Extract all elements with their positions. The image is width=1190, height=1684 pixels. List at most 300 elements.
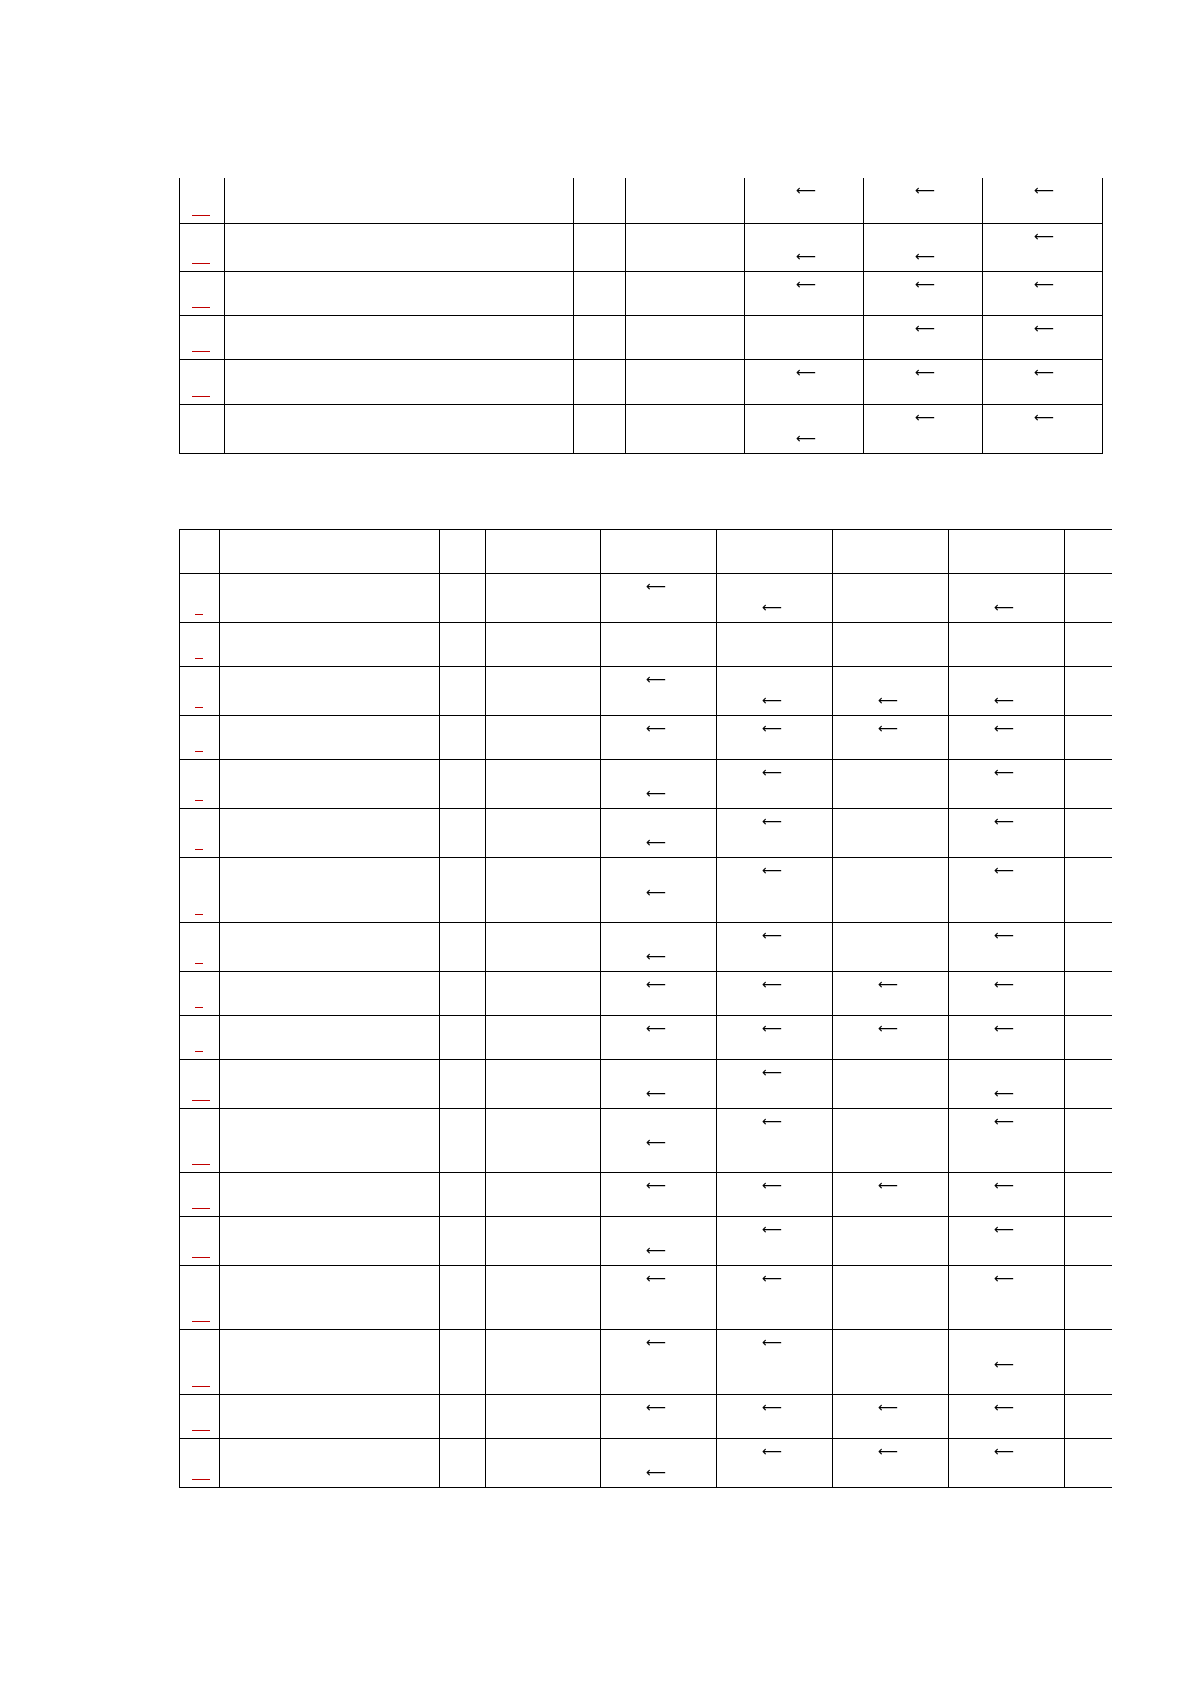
- left-arrow-icon: ⟵: [994, 977, 1015, 993]
- table-cell: [225, 178, 574, 223]
- table-cell: [180, 271, 225, 315]
- table-cell: [440, 1217, 486, 1266]
- left-arrow-icon: ⟵: [878, 721, 899, 737]
- table-2: [179, 529, 1112, 1488]
- table-cell: [833, 1439, 949, 1488]
- table-cell: [833, 1266, 949, 1330]
- table-cell: [601, 760, 717, 809]
- table-cell: [601, 623, 717, 667]
- table-cell: [983, 271, 1103, 315]
- table-row: [180, 271, 1103, 315]
- revision-mark: [192, 1321, 210, 1322]
- table-cell: [180, 923, 220, 972]
- table-cell: [574, 315, 626, 359]
- left-arrow-icon: ⟵: [994, 1178, 1015, 1194]
- table-cell: [180, 858, 220, 923]
- table-cell: [180, 1395, 220, 1439]
- table-cell: [225, 315, 574, 359]
- table-cell: [717, 1266, 833, 1330]
- table-cell: [180, 1016, 220, 1060]
- table-cell: [220, 1217, 440, 1266]
- table-cell: [180, 667, 220, 716]
- table-cell: [949, 1330, 1065, 1395]
- table-cell: [601, 809, 717, 858]
- table-cell: [486, 1330, 601, 1395]
- table-row: [180, 923, 1112, 972]
- left-arrow-icon: ⟵: [646, 835, 667, 851]
- left-arrow-icon: ⟵: [646, 1465, 667, 1481]
- table-cell: [745, 178, 864, 223]
- table-cell: [1065, 1016, 1112, 1060]
- table-cell: [949, 1439, 1065, 1488]
- table-cell: [717, 1217, 833, 1266]
- left-arrow-icon: ⟵: [1034, 409, 1055, 426]
- table-cell: [983, 359, 1103, 404]
- table-cell: [180, 1330, 220, 1395]
- left-arrow-icon: ⟵: [646, 721, 667, 737]
- table-cell: [1065, 1266, 1112, 1330]
- revision-mark: [195, 658, 203, 659]
- left-arrow-icon: ⟵: [762, 1065, 783, 1081]
- table-cell: [601, 1439, 717, 1488]
- table-cell: [220, 760, 440, 809]
- table-cell: [833, 530, 949, 574]
- left-arrow-icon: ⟵: [762, 1178, 783, 1194]
- table-row: [180, 1217, 1112, 1266]
- table-cell: [1065, 716, 1112, 760]
- revision-mark: [195, 800, 203, 801]
- table-cell: [864, 359, 983, 404]
- table-cell: [864, 223, 983, 271]
- left-arrow-icon: ⟵: [1034, 276, 1055, 293]
- table-row: [180, 809, 1112, 858]
- left-arrow-icon: ⟵: [762, 721, 783, 737]
- revision-mark: [195, 1051, 203, 1052]
- revision-mark: [195, 614, 203, 615]
- table-cell: [486, 858, 601, 923]
- table-cell: [574, 223, 626, 271]
- revision-mark: [192, 1386, 210, 1387]
- table-cell: [220, 716, 440, 760]
- table-row: [180, 223, 1103, 271]
- left-arrow-icon: ⟵: [762, 1444, 783, 1460]
- revision-mark: [192, 1164, 210, 1165]
- table-cell: [220, 858, 440, 923]
- left-arrow-icon: ⟵: [994, 721, 1015, 737]
- table-cell: [220, 1173, 440, 1217]
- table-cell: [1065, 1395, 1112, 1439]
- left-arrow-icon: ⟵: [994, 1086, 1015, 1102]
- table-cell: [1065, 1330, 1112, 1395]
- left-arrow-icon: ⟵: [762, 693, 783, 709]
- table-cell: [601, 667, 717, 716]
- table-cell: [440, 667, 486, 716]
- table-cell: [440, 1330, 486, 1395]
- table-cell: [626, 178, 745, 223]
- left-arrow-icon: ⟵: [762, 814, 783, 830]
- table-row: [180, 1173, 1112, 1217]
- table-cell: [949, 923, 1065, 972]
- table-cell: [220, 1266, 440, 1330]
- table-cell: [486, 574, 601, 623]
- left-arrow-icon: ⟵: [646, 1271, 667, 1287]
- left-arrow-icon: ⟵: [994, 863, 1015, 879]
- table-cell: [601, 1109, 717, 1173]
- left-arrow-icon: ⟵: [646, 885, 667, 901]
- table-cell: [833, 972, 949, 1016]
- table-cell: [717, 760, 833, 809]
- left-arrow-icon: ⟵: [915, 183, 936, 199]
- left-arrow-icon: ⟵: [994, 765, 1015, 781]
- table-cell: [486, 1109, 601, 1173]
- table-cell: [486, 1060, 601, 1109]
- table-cell: [1065, 1109, 1112, 1173]
- table-cell: [486, 667, 601, 716]
- table-cell: [601, 1016, 717, 1060]
- table-cell: [220, 1439, 440, 1488]
- table-cell: [717, 972, 833, 1016]
- table-cell: [833, 1016, 949, 1060]
- left-arrow-icon: ⟵: [915, 364, 936, 381]
- table-cell: [1065, 1439, 1112, 1488]
- table-cell: [1065, 530, 1112, 574]
- table-row: [180, 667, 1112, 716]
- left-arrow-icon: ⟵: [646, 1135, 667, 1151]
- left-arrow-icon: ⟵: [796, 248, 817, 265]
- table-cell: [864, 315, 983, 359]
- left-arrow-icon: ⟵: [762, 1271, 783, 1287]
- table-cell: [949, 1217, 1065, 1266]
- table-cell: [717, 1016, 833, 1060]
- table-cell: [626, 404, 745, 453]
- table-cell: [486, 716, 601, 760]
- table-cell: [440, 1173, 486, 1217]
- table-cell: [486, 809, 601, 858]
- table-cell: [486, 530, 601, 574]
- table-cell: [949, 574, 1065, 623]
- table-cell: [717, 1173, 833, 1217]
- table-cell: [1065, 923, 1112, 972]
- left-arrow-icon: ⟵: [1034, 183, 1055, 199]
- left-arrow-icon: ⟵: [796, 276, 817, 293]
- left-arrow-icon: ⟵: [646, 579, 667, 595]
- table-cell: [601, 858, 717, 923]
- table-cell: [833, 716, 949, 760]
- table-cell: [717, 716, 833, 760]
- table-cell: [180, 1266, 220, 1330]
- table-cell: [601, 1395, 717, 1439]
- left-arrow-icon: ⟵: [646, 949, 667, 965]
- table-cell: [220, 1109, 440, 1173]
- table-row: [180, 404, 1103, 453]
- table-cell: [717, 623, 833, 667]
- table-cell: [833, 1109, 949, 1173]
- table-cell: [717, 1330, 833, 1395]
- table-row: [180, 858, 1112, 923]
- table-cell: [180, 359, 225, 404]
- table-cell: [983, 178, 1103, 223]
- left-arrow-icon: ⟵: [762, 1400, 783, 1416]
- table-cell: [180, 809, 220, 858]
- left-arrow-icon: ⟵: [878, 1400, 899, 1416]
- table-cell: [180, 1439, 220, 1488]
- table-row: [180, 530, 1112, 574]
- table-cell: [440, 1109, 486, 1173]
- table-cell: [220, 972, 440, 1016]
- left-arrow-icon: ⟵: [646, 977, 667, 993]
- table-row: [180, 1330, 1112, 1395]
- left-arrow-icon: ⟵: [762, 928, 783, 944]
- table-cell: [180, 760, 220, 809]
- left-arrow-icon: ⟵: [1034, 228, 1055, 245]
- left-arrow-icon: ⟵: [762, 1335, 783, 1351]
- table-cell: [745, 223, 864, 271]
- table-row: [180, 315, 1103, 359]
- revision-mark: [195, 707, 203, 708]
- table-row: [180, 1439, 1112, 1488]
- left-arrow-icon: ⟵: [994, 1222, 1015, 1238]
- table-row: [180, 716, 1112, 760]
- left-arrow-icon: ⟵: [878, 1444, 899, 1460]
- table-cell: [601, 1266, 717, 1330]
- table-cell: [833, 1060, 949, 1109]
- table-cell: [717, 1395, 833, 1439]
- table-cell: [626, 315, 745, 359]
- left-arrow-icon: ⟵: [878, 977, 899, 993]
- table-cell: [574, 178, 626, 223]
- table-cell: [180, 972, 220, 1016]
- table-cell: [180, 530, 220, 574]
- left-arrow-icon: ⟵: [646, 1400, 667, 1416]
- table-cell: [440, 760, 486, 809]
- table-cell: [180, 716, 220, 760]
- table-cell: [949, 530, 1065, 574]
- table-cell: [983, 223, 1103, 271]
- table-cell: [717, 667, 833, 716]
- left-arrow-icon: ⟵: [994, 1357, 1015, 1373]
- left-arrow-icon: ⟵: [796, 430, 817, 447]
- revision-mark: [192, 1257, 210, 1258]
- table-cell: [717, 1060, 833, 1109]
- table-cell: [717, 858, 833, 923]
- revision-mark: [192, 1479, 210, 1480]
- table-cell: [1065, 809, 1112, 858]
- table-cell: [220, 667, 440, 716]
- table-cell: [833, 1173, 949, 1217]
- left-arrow-icon: ⟵: [915, 276, 936, 293]
- revision-mark: [192, 307, 210, 308]
- revision-mark: [192, 1430, 210, 1431]
- table-cell: [440, 858, 486, 923]
- table-cell: [220, 809, 440, 858]
- table-cell: [717, 1109, 833, 1173]
- revision-mark: [192, 1208, 210, 1209]
- revision-mark: [192, 351, 210, 352]
- table-cell: [180, 1109, 220, 1173]
- left-arrow-icon: ⟵: [762, 600, 783, 616]
- table-cell: [486, 1395, 601, 1439]
- table-cell: [949, 1060, 1065, 1109]
- table-cell: [983, 315, 1103, 359]
- left-arrow-icon: ⟵: [878, 1178, 899, 1194]
- table-cell: [486, 760, 601, 809]
- table-cell: [601, 1173, 717, 1217]
- table-cell: [601, 574, 717, 623]
- table-cell: [833, 809, 949, 858]
- table-cell: [486, 1217, 601, 1266]
- left-arrow-icon: ⟵: [994, 1114, 1015, 1130]
- revision-mark: [192, 1100, 210, 1101]
- table-cell: [601, 972, 717, 1016]
- table-cell: [626, 223, 745, 271]
- left-arrow-icon: ⟵: [762, 1222, 783, 1238]
- left-arrow-icon: ⟵: [796, 364, 817, 381]
- table-cell: [180, 315, 225, 359]
- table-cell: [717, 809, 833, 858]
- table-cell: [864, 404, 983, 453]
- table-row: [180, 1266, 1112, 1330]
- table-cell: [949, 1109, 1065, 1173]
- table-cell: [486, 623, 601, 667]
- left-arrow-icon: ⟵: [762, 977, 783, 993]
- table-cell: [949, 972, 1065, 1016]
- table-cell: [864, 178, 983, 223]
- left-arrow-icon: ⟵: [994, 1271, 1015, 1287]
- table-cell: [717, 1439, 833, 1488]
- table-row: [180, 178, 1103, 223]
- table-cell: [440, 923, 486, 972]
- table-cell: [180, 574, 220, 623]
- table-cell: [745, 271, 864, 315]
- table-cell: [220, 1330, 440, 1395]
- table-cell: [717, 923, 833, 972]
- table-cell: [440, 1266, 486, 1330]
- table-cell: [486, 972, 601, 1016]
- table-cell: [949, 1173, 1065, 1217]
- left-arrow-icon: ⟵: [1034, 364, 1055, 381]
- table-cell: [440, 1439, 486, 1488]
- left-arrow-icon: ⟵: [762, 1021, 783, 1037]
- table-cell: [601, 923, 717, 972]
- table-cell: [220, 574, 440, 623]
- table-cell: [440, 530, 486, 574]
- left-arrow-icon: ⟵: [994, 928, 1015, 944]
- table-cell: [1065, 1217, 1112, 1266]
- table-cell: [225, 404, 574, 453]
- table-cell: [949, 623, 1065, 667]
- table-cell: [833, 623, 949, 667]
- table-cell: [225, 271, 574, 315]
- table-cell: [949, 1395, 1065, 1439]
- table-cell: [833, 667, 949, 716]
- table-cell: [220, 530, 440, 574]
- table-cell: [440, 623, 486, 667]
- table-cell: [180, 623, 220, 667]
- table-cell: [1065, 1060, 1112, 1109]
- left-arrow-icon: ⟵: [994, 693, 1015, 709]
- table-cell: [949, 760, 1065, 809]
- table-cell: [833, 1330, 949, 1395]
- table-cell: [833, 1395, 949, 1439]
- revision-mark: [195, 914, 203, 915]
- table-cell: [1065, 574, 1112, 623]
- left-arrow-icon: ⟵: [994, 600, 1015, 616]
- left-arrow-icon: ⟵: [994, 1400, 1015, 1416]
- table-cell: [440, 809, 486, 858]
- table-cell: [225, 223, 574, 271]
- table-cell: [833, 760, 949, 809]
- table-cell: [833, 923, 949, 972]
- table-cell: [949, 1016, 1065, 1060]
- table-cell: [745, 315, 864, 359]
- table-cell: [180, 404, 225, 453]
- table-cell: [220, 623, 440, 667]
- table-cell: [574, 271, 626, 315]
- table-cell: [440, 574, 486, 623]
- table-cell: [440, 1395, 486, 1439]
- left-arrow-icon: ⟵: [915, 409, 936, 426]
- table-cell: [833, 1217, 949, 1266]
- left-arrow-icon: ⟵: [646, 1021, 667, 1037]
- table-1: [179, 178, 1103, 454]
- table-row: [180, 1109, 1112, 1173]
- table-cell: [626, 359, 745, 404]
- table-cell: [626, 271, 745, 315]
- table-cell: [486, 1439, 601, 1488]
- table-cell: [486, 923, 601, 972]
- table-cell: [601, 1330, 717, 1395]
- table-cell: [949, 716, 1065, 760]
- table-cell: [833, 574, 949, 623]
- table-cell: [1065, 760, 1112, 809]
- table-cell: [486, 1016, 601, 1060]
- table-cell: [864, 271, 983, 315]
- left-arrow-icon: ⟵: [994, 1021, 1015, 1037]
- table-cell: [745, 404, 864, 453]
- left-arrow-icon: ⟵: [878, 1021, 899, 1037]
- table-cell: [601, 530, 717, 574]
- revision-mark: [192, 396, 210, 397]
- left-arrow-icon: ⟵: [762, 863, 783, 879]
- left-arrow-icon: ⟵: [915, 248, 936, 265]
- table-row: [180, 1395, 1112, 1439]
- left-arrow-icon: ⟵: [646, 1086, 667, 1102]
- table-cell: [1065, 972, 1112, 1016]
- table-row: [180, 623, 1112, 667]
- left-arrow-icon: ⟵: [762, 1114, 783, 1130]
- table-row: [180, 972, 1112, 1016]
- left-arrow-icon: ⟵: [646, 1243, 667, 1259]
- table-cell: [949, 667, 1065, 716]
- table-cell: [574, 404, 626, 453]
- table-cell: [745, 359, 864, 404]
- table-cell: [180, 1173, 220, 1217]
- table-cell: [949, 1266, 1065, 1330]
- left-arrow-icon: ⟵: [994, 1444, 1015, 1460]
- table-cell: [833, 858, 949, 923]
- table-cell: [440, 972, 486, 1016]
- table-cell: [1065, 1173, 1112, 1217]
- table-cell: [180, 1060, 220, 1109]
- revision-mark: [195, 849, 203, 850]
- revision-mark: [195, 963, 203, 964]
- table-cell: [601, 716, 717, 760]
- table-row: [180, 1060, 1112, 1109]
- table-cell: [1065, 858, 1112, 923]
- table-cell: [1065, 623, 1112, 667]
- table-cell: [225, 359, 574, 404]
- table-cell: [601, 1060, 717, 1109]
